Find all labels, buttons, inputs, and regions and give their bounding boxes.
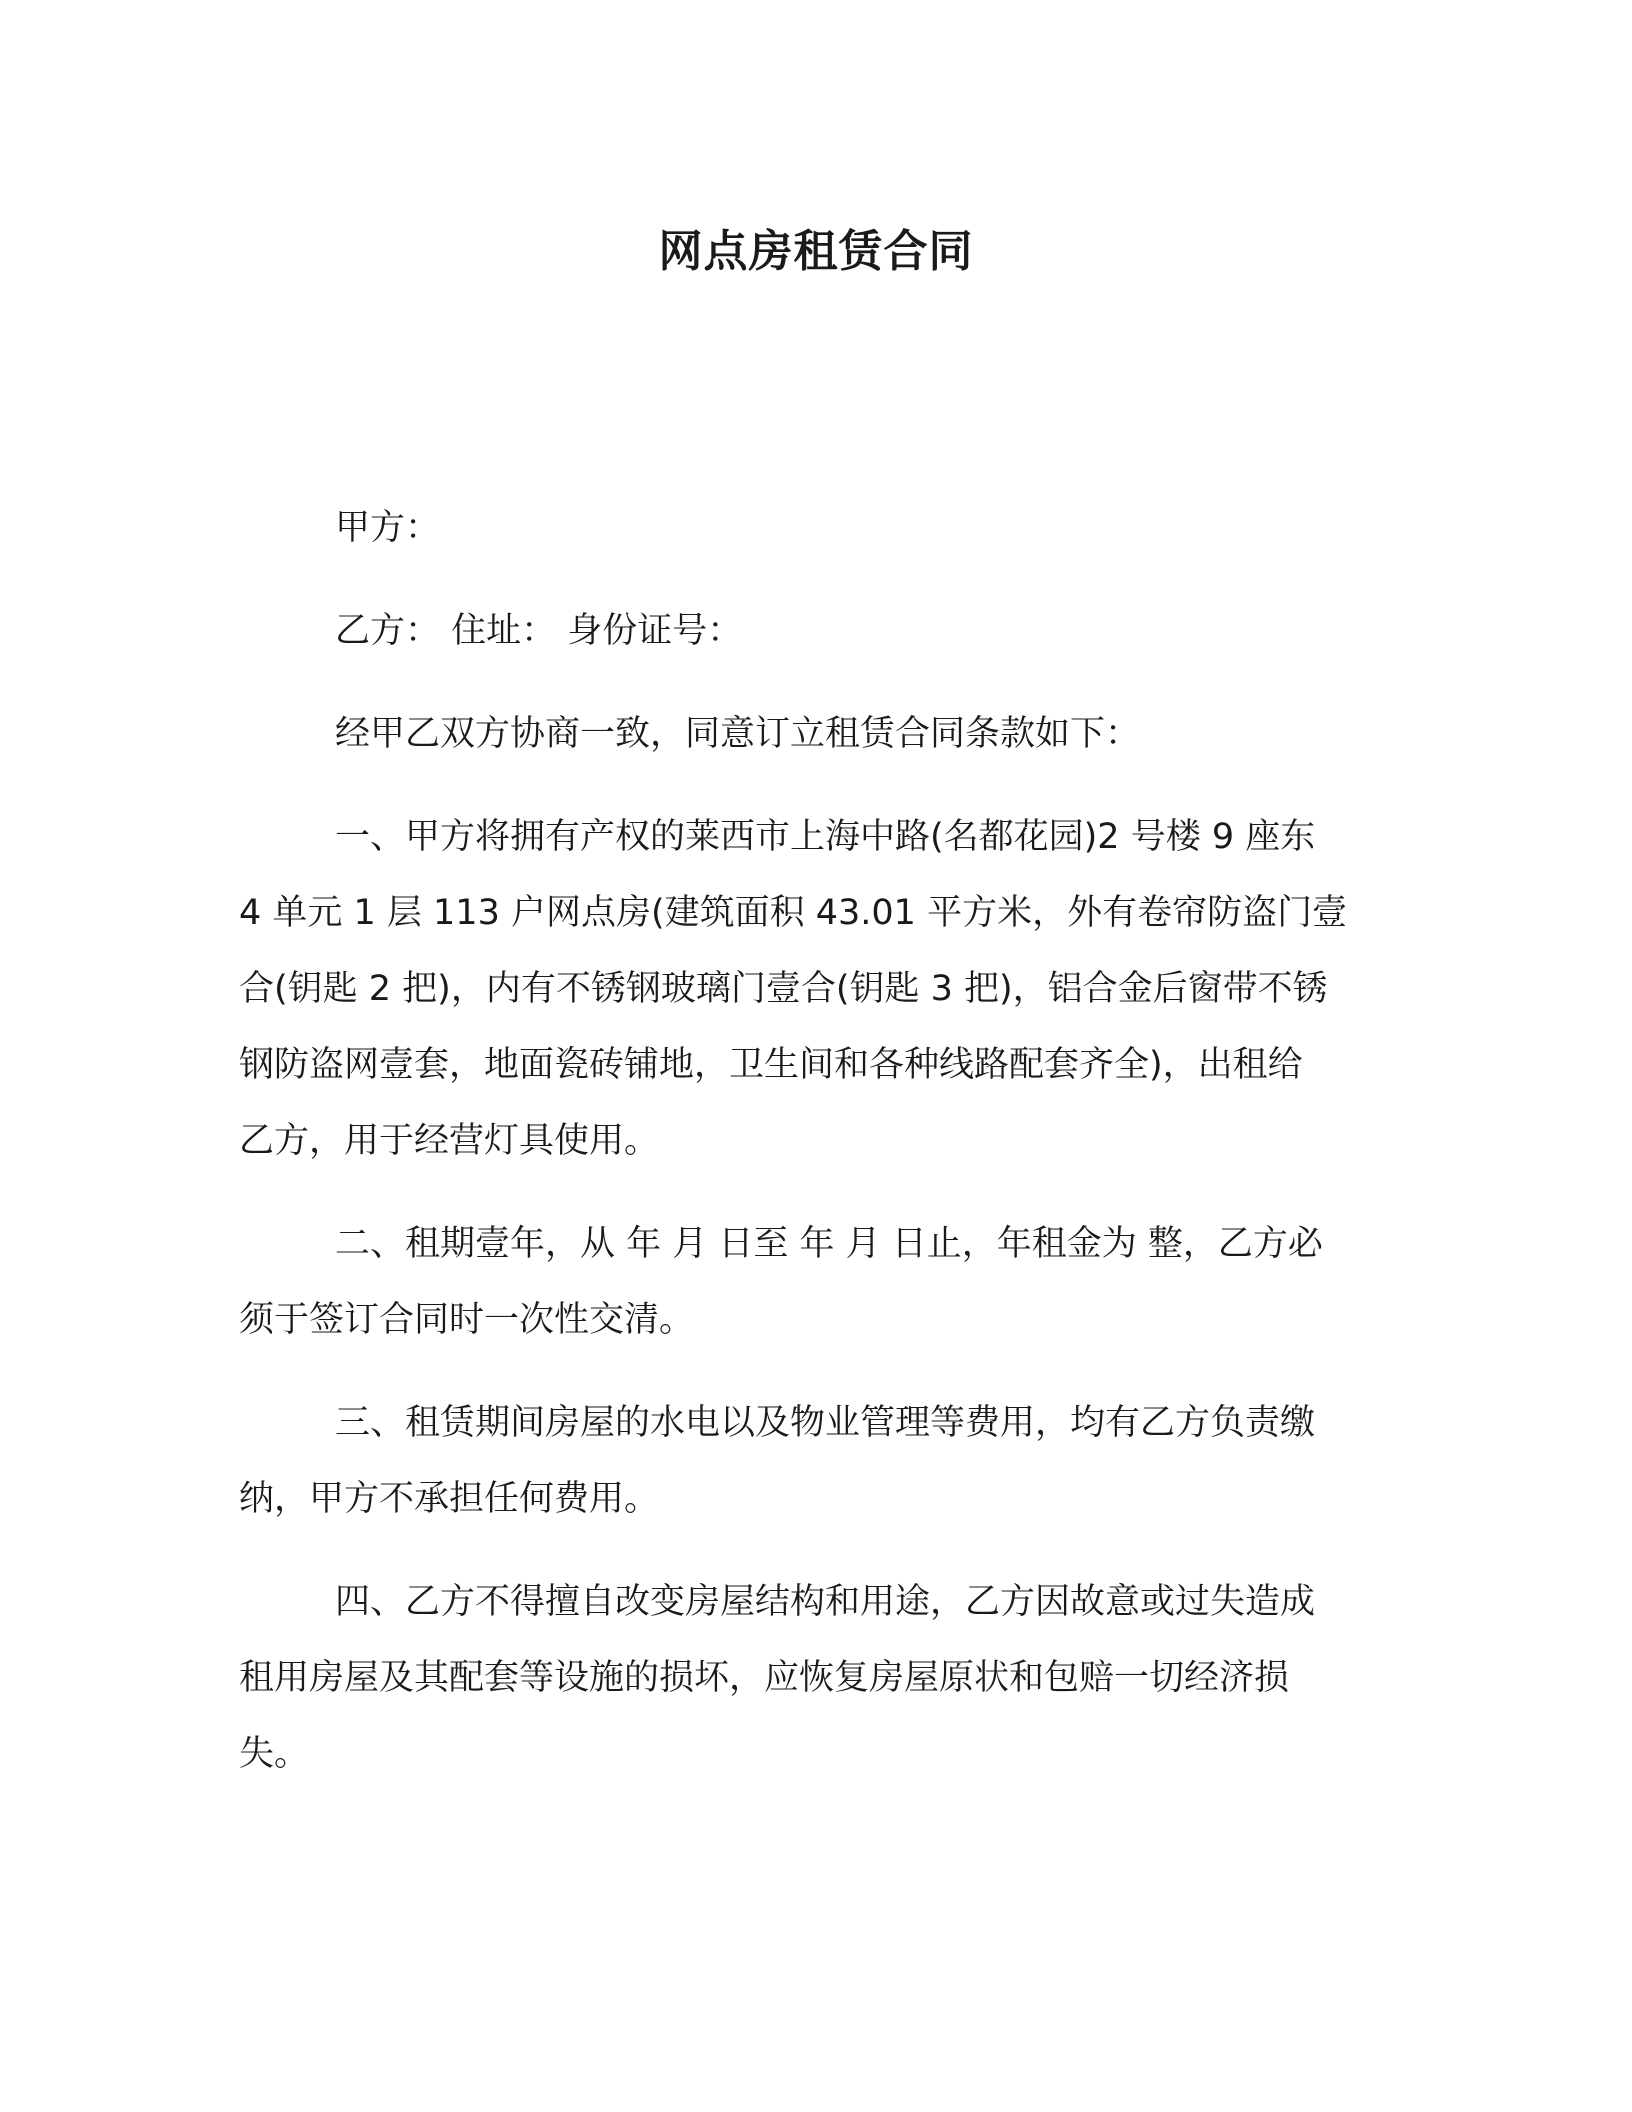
clause-1 [239,799,1387,1179]
party-a-line: 甲方： [335,508,441,548]
clause-1-line: 一、甲方将拥有产权的莱西市上海中路(名都花园)2 号楼 9 座东 [335,817,1316,857]
clause-2-line: 须于签订合同时一次性交清。 [239,1300,695,1340]
clause-4-line: 失。 [239,1734,310,1774]
clause-1-line: 4 单元 1 层 113 户网点房(建筑面积 43.01 平方米，外有卷帘防盗门壹 [239,893,1348,933]
clause-2 [239,1206,1387,1358]
party-b-line: 乙方： 住址： 身份证号： [335,611,743,651]
clause-4-line: 租用房屋及其配套等设施的损坏，应恢复房屋原状和包赔一切经济损 [239,1658,1290,1698]
clause-2-line: 二、租期壹年，从 年 月 日至 年 月 日止，年租金为 整，乙方必 [335,1224,1323,1264]
document-title: 网点房租赁合同 [658,226,974,277]
clause-3 [239,1385,1387,1537]
clause-3-line: 三、租赁期间房屋的水电以及物业管理等费用，均有乙方负责缴 [335,1403,1316,1443]
clause-4-line: 四、乙方不得擅自改变房屋结构和用途，乙方因故意或过失造成 [335,1582,1316,1622]
preamble-line: 经甲乙双方协商一致，同意订立租赁合同条款如下： [335,714,1141,754]
clause-4 [239,1564,1387,1792]
document-body [239,490,1387,1792]
clause-1-line: 钢防盗网壹套，地面瓷砖铺地，卫生间和各种线路配套齐全)，出租给 [239,1045,1303,1085]
clause-1-line: 合(钥匙 2 把)，内有不锈钢玻璃门壹合(钥匙 3 把)，铝合金后窗带不锈 [239,969,1328,1009]
clause-1-line: 乙方，用于经营灯具使用。 [239,1121,660,1161]
clause-3-line: 纳，甲方不承担任何费用。 [239,1479,660,1519]
